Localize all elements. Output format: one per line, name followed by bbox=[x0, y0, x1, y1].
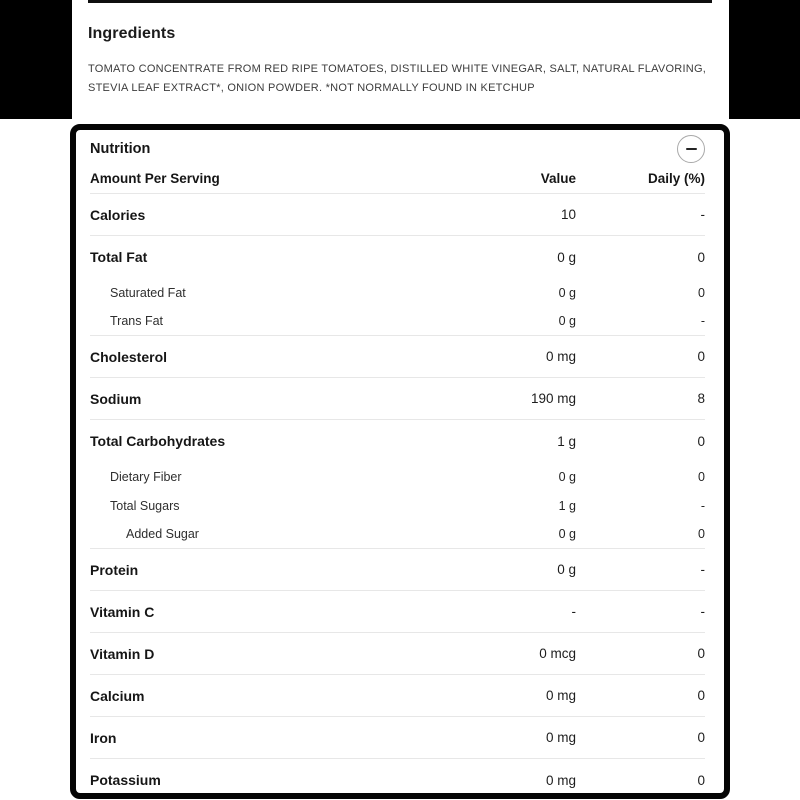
column-header-amount: Amount Per Serving bbox=[90, 171, 220, 186]
row-label: Cholesterol bbox=[90, 348, 168, 365]
row-daily: - bbox=[700, 314, 705, 328]
table-row-iron bbox=[90, 717, 705, 759]
table-row-cholesterol bbox=[90, 336, 705, 378]
table-row-calcium bbox=[90, 675, 705, 717]
table-row-added-sugar bbox=[90, 520, 705, 549]
table-row-dietary-fiber bbox=[90, 462, 705, 491]
row-label: Total Sugars bbox=[110, 498, 180, 513]
row-daily: - bbox=[700, 562, 705, 577]
row-daily: 0 bbox=[698, 285, 705, 300]
table-row-calories bbox=[90, 194, 705, 236]
table-row-total-sugars bbox=[90, 491, 705, 520]
row-value: 1 g bbox=[558, 498, 576, 513]
row-daily: 0 bbox=[697, 730, 705, 745]
row-daily: - bbox=[700, 207, 705, 222]
row-value: 1 g bbox=[557, 433, 576, 449]
page-background-right-block bbox=[729, 0, 800, 119]
table-row-protein bbox=[90, 549, 705, 591]
row-label: Calcium bbox=[90, 687, 145, 704]
table-row-total-fat bbox=[90, 236, 705, 278]
minus-icon bbox=[686, 148, 697, 150]
row-label: Sodium bbox=[90, 390, 142, 407]
row-daily: 0 bbox=[697, 688, 705, 703]
table-row-saturated-fat bbox=[90, 278, 705, 307]
row-label: Calories bbox=[90, 206, 146, 223]
row-value: 0 mcg bbox=[539, 646, 576, 661]
row-label: Total Carbohydrates bbox=[90, 433, 226, 449]
nutrition-title: Nutrition bbox=[90, 141, 151, 157]
table-row-potassium bbox=[90, 759, 705, 799]
nutrition-card bbox=[70, 124, 730, 799]
row-label: Iron bbox=[90, 729, 117, 746]
row-daily: - bbox=[700, 604, 705, 619]
row-label: Potassium bbox=[90, 772, 161, 788]
row-value: 10 bbox=[560, 207, 576, 222]
row-daily: 8 bbox=[697, 391, 705, 406]
row-value: 0 mg bbox=[545, 688, 576, 703]
row-value: - bbox=[571, 604, 576, 619]
row-value: 0 g bbox=[558, 285, 576, 300]
row-value: 0 g bbox=[558, 469, 576, 484]
ingredients-title: Ingredients bbox=[88, 25, 176, 42]
row-value: 0 g bbox=[557, 562, 576, 577]
ingredients-text: TOMATO CONCENTRATE FROM RED RIPE TOMATOES, DISTILLED WHITE VINEGAR, SALT, NATURAL FLAVORING, STEVIA LEAF EXTRACT*, ONION POWDER. *NOT NORMALLY FOUND IN KETCHUP bbox=[88, 63, 707, 94]
row-label: Saturated Fat bbox=[110, 285, 186, 300]
row-value: 0 g bbox=[558, 527, 576, 541]
row-daily: 0 bbox=[697, 772, 705, 788]
page-background-left-block bbox=[0, 0, 72, 119]
table-row-sodium bbox=[90, 378, 705, 420]
row-daily: 0 bbox=[697, 249, 705, 265]
row-label: Protein bbox=[90, 561, 139, 578]
row-daily: 0 bbox=[698, 527, 705, 541]
table-row-vitamin-c bbox=[90, 591, 705, 633]
row-value: 0 mg bbox=[545, 772, 576, 788]
row-value: 0 g bbox=[557, 249, 576, 265]
row-label: Dietary Fiber bbox=[110, 469, 182, 484]
row-value: 190 mg bbox=[530, 391, 576, 406]
row-label: Added Sugar bbox=[126, 527, 199, 541]
table-row-vitamin-d bbox=[90, 633, 705, 675]
row-daily: 0 bbox=[698, 469, 705, 484]
row-label: Vitamin D bbox=[90, 645, 155, 662]
table-row-total-carbohydrates bbox=[90, 420, 705, 462]
column-header-value: Value bbox=[540, 171, 576, 186]
row-daily: 0 bbox=[697, 349, 705, 364]
previous-card-bottom-edge bbox=[88, 0, 712, 3]
table-row-trans-fat bbox=[90, 307, 705, 336]
row-daily: 0 bbox=[697, 646, 705, 661]
row-label: Vitamin C bbox=[90, 603, 155, 620]
collapse-button[interactable] bbox=[677, 135, 705, 163]
row-daily: 0 bbox=[697, 433, 705, 449]
row-daily: - bbox=[700, 498, 705, 513]
nutrition-accordion-header[interactable] bbox=[90, 130, 705, 164]
row-value: 0 mg bbox=[545, 730, 576, 745]
row-label: Total Fat bbox=[90, 249, 148, 265]
table-header-row bbox=[90, 164, 705, 194]
column-header-daily: Daily (%) bbox=[647, 171, 705, 186]
row-label: Trans Fat bbox=[110, 314, 164, 328]
row-value: 0 mg bbox=[545, 349, 576, 364]
row-value: 0 g bbox=[558, 314, 576, 328]
ingredients-section bbox=[88, 24, 714, 98]
